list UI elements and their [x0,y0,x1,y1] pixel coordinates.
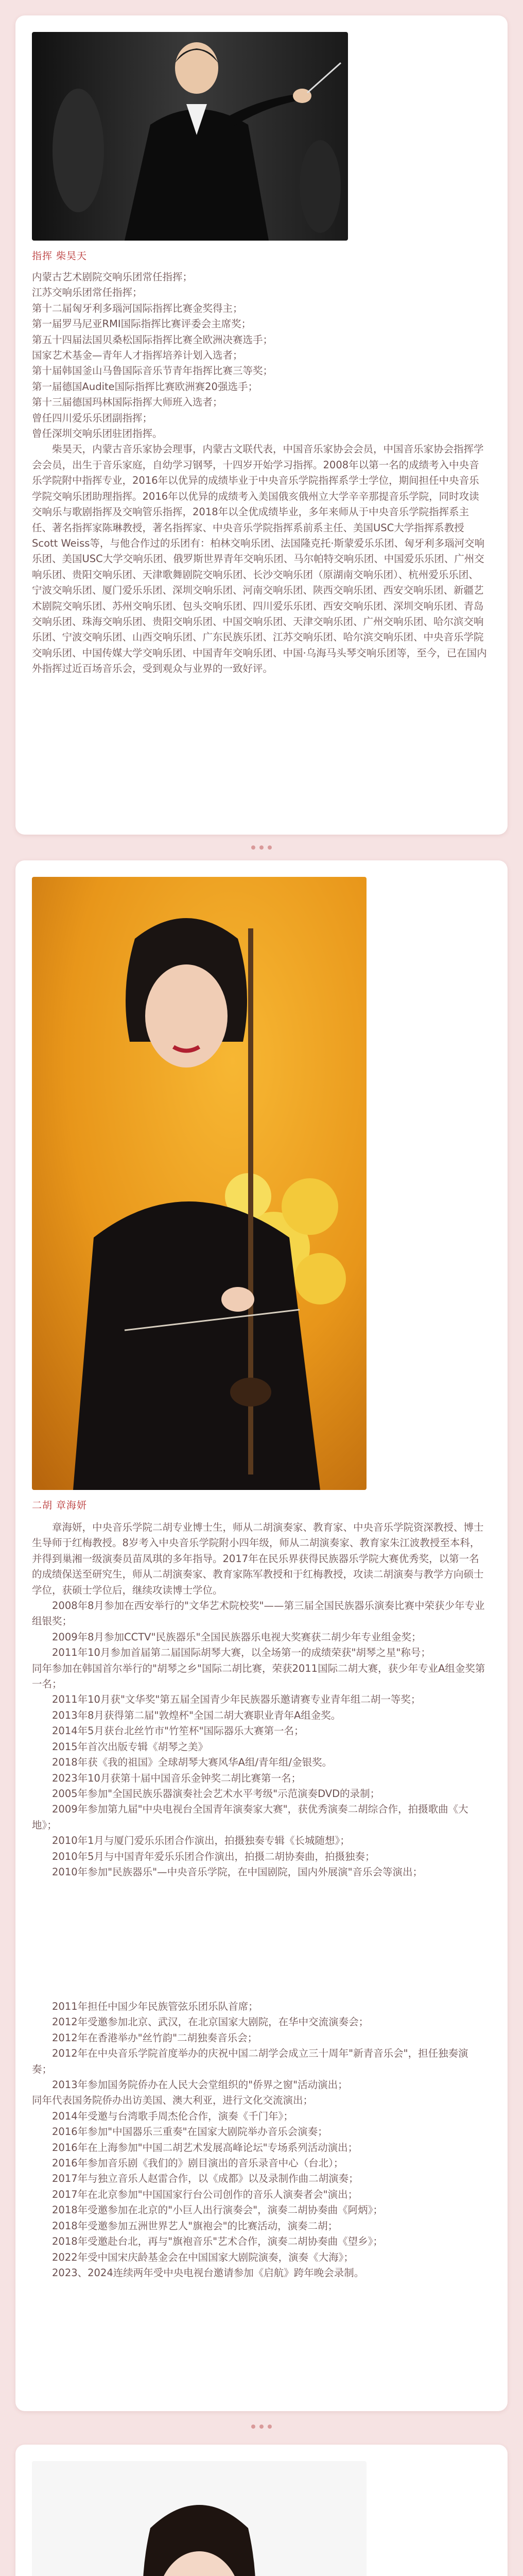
bio-line: 曾任深圳交响乐团驻团指挥。 [32,428,163,440]
bio-line: 2012年在香港举办"丝竹韵"二胡独奏音乐会； [52,2031,258,2044]
bio-line: 2017年与独立音乐人赵雷合作，以《成都》以及录制作曲二胡演奏； [52,2173,359,2185]
bio-line: 2010年1月与厦门爱乐乐团合作演出，拍摄独奏专辑《长城随想》； [52,1835,350,1847]
bio-line: 曾任四川爱乐乐团副指挥； [32,412,153,424]
bio-line: 2023、2024连续两年受中央电视台邀请参加《启航》跨年晚会录制。 [52,2266,364,2279]
bio-line: 2008年8月参加在西安举行的"文华艺术院校奖"——第三届全国民族器乐演奏比赛中荣获少年专业组银奖； [32,1600,485,1628]
conductor-bio [32,269,487,677]
soprano-photo [32,2461,367,2576]
erhu-photo [32,877,367,1490]
bio-line: 江苏交响乐团常任指挥； [32,286,143,299]
bio-line: 2016年参加"中国器乐三重奏"在国家大剧院举办音乐会演奏； [52,2126,328,2138]
conductor-card [15,15,508,835]
bio-line: 2011年10月获"文华奖"第五届全国青少年民族器乐邀请赛专业青年组二胡一等奖； [52,1693,421,1706]
conductor-caption: 指挥 柴昊天 [32,250,88,262]
erhu-caption: 二胡 章海妍 [32,1500,88,1511]
bio-line: 2012年在中央音乐学院首度举办的庆祝中国二胡学会成立三十周年"新青音乐会"，担任独奏演奏； [32,2047,468,2075]
bio-line: 第一届德国Audite国际指挥比赛欧洲赛20强选手； [32,380,258,393]
soprano-card [15,2445,508,2576]
bio-line: 2013年8月获得第二届"敦煌杯"全国二胡大赛职业青年A组金奖。 [52,1709,341,1721]
bio-line: 2022年受中国宋庆龄基金会在中国国家大剧院演奏，演奏《大海》； [52,2251,354,2263]
bio-line: 2017年在北京参加"中国国家行台公司创作的音乐人演奏者会"演出； [52,2188,358,2200]
bio-line: 第十三届德国玛林国际指挥大师班入选者； [32,396,223,409]
bio-line: 国家艺术基金—青年人才指挥培养计划入选者； [32,349,243,362]
bio-line: 第十届韩国釜山马鲁国际音乐节青年指挥比赛三等奖； [32,365,273,377]
section-divider [0,2416,523,2437]
bio-line: 第十二届匈牙利多瑙河国际指挥比赛金奖得主； [32,302,243,314]
bio-line: 2005年参加"全国民族乐器演奏社会艺术水平考级"示范演奏DVD的录制； [52,1787,380,1800]
bio-line: 2016年在上海参加"中国二胡艺术发展高峰论坛"专场系列活动演出； [52,2141,358,2154]
erhu-bio-part-b [32,1999,487,2281]
bio-line: 第一届罗马尼亚RMI国际指挥比赛评委会主席奖； [32,318,252,330]
bio-line: 2013年参加国务院侨办在人民大会堂组织的"侨界之窗"活动演出； [52,2079,348,2091]
bio-line: 2011年10月参加首届第二届国际胡琴大赛，以全场第一的成绩荣获"胡琴之星"称号； [52,1647,431,1659]
bio-line: 同年参加在韩国首尔举行的"胡琴之乡"国际二胡比赛，荣获2011国际二胡大赛，获少年专业A组金奖第一名； [32,1662,485,1690]
bio-line: 2014年5月获台北丝竹市"竹笙杯"国际器乐大赛第一名； [52,1725,304,1737]
bio-line: 第五十四届法国贝桑松国际指挥比赛全欧洲决赛选手； [32,333,273,346]
conductor-photo [32,32,348,241]
bio-line: 2010年5月与中国青年爱乐乐团合作演出，拍摄二胡协奏曲，拍摄独奏； [52,1850,375,1862]
bio-line: 2023年10月获第十届中国音乐金钟奖二胡比赛第一名； [52,1772,301,1784]
bio-line: 2016年参加音乐剧《我们的》剧目演出的音乐录音中心（台北）； [52,2157,344,2170]
bio-line: 2018年获《我的祖国》全球胡琴大赛风华A组/青年组/金银奖。 [52,1756,333,1769]
bio-line: 2018年受邀赴台北，再与"旗袍音乐"艺术合作，演奏二胡协奏曲《望乡》； [52,2235,383,2248]
bio-line: 2014年受邀与台湾歌手周杰伦合作，演奏《千门年》； [52,2110,293,2122]
bio-line: 内蒙古艺术剧院交响乐团常任指挥； [32,271,193,283]
bio-line: 2015年首次出版专辑《胡琴之美》 [52,1740,208,1753]
bio-line: 同年代表国务院侨办出访美国、澳大利亚，进行文化交流演出； [32,2094,313,2107]
bio-line: 2011年担任中国少年民族管弦乐团乐队首席； [52,2001,258,2012]
bio-line: 2018年受邀参加在北京的"小巨人出行演奏会"，演奏二胡协奏曲《阿炳》； [52,2204,383,2216]
erhu-card [15,860,508,2411]
bio-line: 2009年8月参加CCTV"民族器乐"全国民族器乐电视大奖赛获二胡少年专业组金奖； [52,1631,422,1643]
bio-line: 2018年受邀参加五洲世界艺人"旗袍会"的比赛活动，演奏二胡； [52,2219,338,2232]
bio-line: 2012年受邀参加北京、武汉，在北京国家大剧院，在华中交流演奏会； [52,2016,369,2028]
erhu-bio-part-a [32,1520,487,1880]
bio-line: 章海妍，中央音乐学院二胡专业博士生，师从二胡演奏家、教育家、中央音乐学院资深教授、博士生导师于红梅教授。8岁考入中央音乐学院附小四年级，师从二胡演奏家、教育家朱江波教授至本科，并得到巢湘一级演奏员苗凤琪的多年指导。2017年在民乐界获得民族器乐学院大赛优秀奖，以第一名的成绩保送至研究生，师从二胡演奏家、教育家陈军教授和于红梅教授，攻读二胡演奏与教学方向硕士学位，获硕士学位后，继续攻读博士学位。 [32,1521,484,1596]
bio-line: 2010年参加"民族器乐"—中央音乐学院，在中国剧院，国内外展演"音乐会等演出； [52,1866,423,1878]
section-divider [0,837,523,858]
bio-paragraph: 柴昊天，内蒙古音乐家协会理事，内蒙古文联代表，中国音乐家协会会员，中国音乐家协会指挥学会会员，出生于音乐家庭，自幼学习钢琴，十四岁开始学习指挥。2008年以第一名的成绩考入中央音乐学院附中指挥专业，2016年以优异的成绩毕业于中央音乐学院指挥系学士学位，期间担任中央音乐学院交响乐团助理指挥。2016年以优异的成绩考入美国俄亥俄州立大学辛辛那提音乐学院，同时攻读交响乐与歌剧指挥及交响管乐指挥，2018年以全优成绩毕业，多年来师从于中央音乐学院指挥系主任、著名指挥家陈琳教授，著名指挥家、中央音乐学院指挥系前系主任、美国USC大学指挥系教授Scott Weiss等，与他合作过的乐团有：柏林交响乐团、法国隆克托·斯蒙爱乐乐团、匈牙利多瑙河交响乐团、美国USC大学交响乐团、俄罗斯世界青年交响乐团、马尔帕特交响乐团、中国爱乐乐团、广州交响乐团、贵阳交响乐团、天津歌舞剧院交响乐团、长沙交响乐团（原湖南交响乐团）、杭州爱乐乐团、宁波交响乐团、厦门爱乐乐团、深圳交响乐团、河南交响乐团、陕西交响乐团、西安交响乐团、新疆艺术剧院交响乐团、苏州交响乐团、包头交响乐团、四川爱乐乐团、西安交响乐团、深圳交响乐团、青岛交响乐团、珠海交响乐团、贵阳交响乐团、中国交响乐团、天津交响乐团、广州交响乐团、哈尔滨交响乐团、宁波交响乐团、山西交响乐团、广东民族乐团、江苏交响乐团、哈尔滨交响乐团、中央音乐学院交响乐团、中国传媒大学交响乐团、中国青年交响乐团、中国·乌海马头琴交响乐团等，至今，已在国内外指挥过近百场音乐会，受到观众与业界的一致好评。 [32,443,487,675]
bio-line: 2009年参加第九届"中央电视台全国青年演奏家大赛"，获优秀演奏二胡综合作，拍摄歌曲《大地》； [32,1803,468,1831]
